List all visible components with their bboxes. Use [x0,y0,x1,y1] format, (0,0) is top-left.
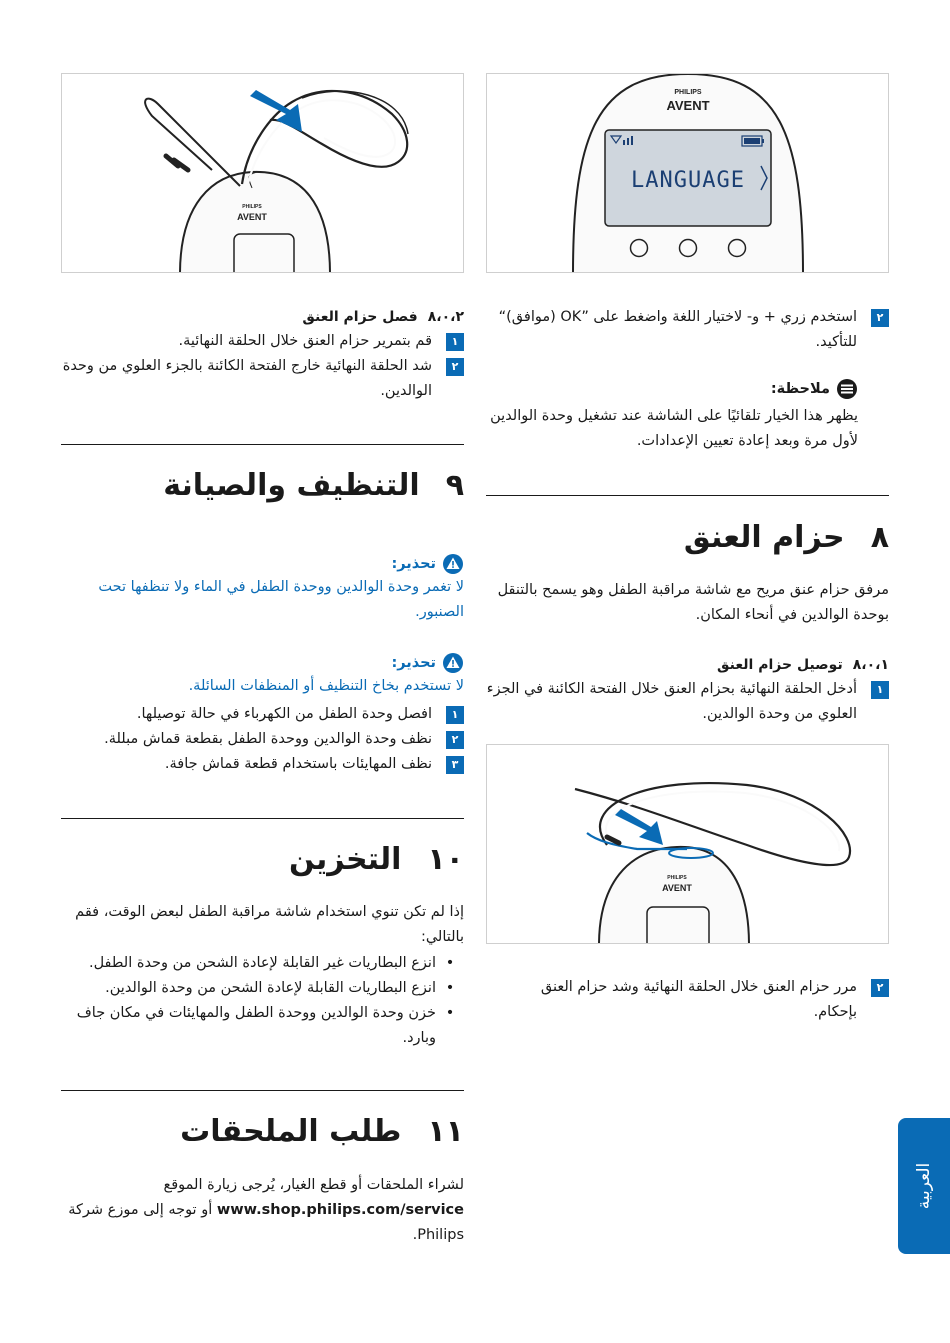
section-title: طلب الملحقات [180,1114,402,1149]
section-title: حزام العنق [683,520,845,555]
step-number: ٢ [871,979,889,997]
warning-icon [442,553,464,575]
brand-line2: AVENT [666,98,710,113]
step-number: ٢ [446,358,464,376]
warning-2 [61,652,464,699]
note-text: يظهر هذا الخيار تلقائيًا على الشاشة عند تشغيل وحدة الوالدين لأول مرة وبعد إعادة تعيين الإعدادات. [490,408,858,449]
divider [486,495,889,496]
bullet-text: خزن وحدة الوالدين ووحدة الطفل والمهايئات في مكان جاف وبارد. [76,1005,436,1046]
step-number: ١ [446,333,464,351]
svg-text:AVENT: AVENT [662,883,692,893]
attach-step-1 [486,677,889,727]
svg-text:PHILIPS: PHILIPS [242,204,262,210]
section-title: التخزين [289,842,402,877]
step-text: نظف المهايئات باستخدام قطعة قماش جافة. [164,756,432,772]
arrow-icon [250,90,302,132]
subsection-8-0-1 [486,655,889,675]
warning-icon [442,652,464,674]
section-10-intro: إذا لم تكن تنوي استخدام شاشة مراقبة الطفل لبعض الوقت، فقم بالتالي: [75,904,464,945]
subsection-8-0-2 [61,307,464,327]
step-number: ٢ [871,309,889,327]
figure-parent-unit-language [486,73,889,273]
step-text: افصل وحدة الطفل من الكهرباء في حالة توصيلها. [136,706,432,722]
section-8-heading [486,518,889,558]
bullet-text: انزع البطاريات القابلة لإعادة الشحن من وحدة الوالدين. [105,980,436,996]
step-number: ٣ [446,756,464,774]
subsection-number: ٨،٠،٢ [427,309,464,325]
list-item [61,752,464,777]
step-number: ٢ [446,731,464,749]
language-side-tab [898,1118,950,1254]
section-number: ٨ [870,520,889,555]
right-step-language [486,305,889,355]
section-number: ٩ [445,468,464,503]
list-item [61,329,464,354]
divider [61,444,464,445]
step-text: مرر حزام العنق خلال الحلقة النهائية وشد حزام العنق بإحكام. [540,979,857,1020]
language-tab-label: العربية [914,1162,934,1210]
accessories-text-after: أو توجه إلى موزع شركة Philips. [68,1202,464,1243]
step-number: ١ [446,706,464,724]
note-block [486,378,858,454]
list-item [61,727,464,752]
attach-step-2 [486,975,889,1025]
warning-text: لا تغمر وحدة الوالدين ووحدة الطفل في الماء ولا تنظفها تحت الصنبور. [98,579,464,620]
shop-link[interactable]: www.shop.philips.com/service [216,1202,464,1218]
warning-text: لا تستخدم بخاخ التنظيف أو المنظفات السائلة. [188,678,464,694]
section-11-text [61,1173,464,1248]
section-8-intro: مرفق حزام عنق مريح مع شاشة مراقبة الطفل وهو يسمح بالتنقل بوحدة الوالدين في أنحاء المكان. [497,582,889,623]
figure-strap-detach [61,73,464,273]
svg-text:AVENT: AVENT [237,212,267,222]
subsection-title: توصيل حزام العنق [717,657,843,673]
step-text: نظف وحدة الوالدين ووحدة الطفل بقطعة قماش مبللة. [104,731,432,747]
accessories-text-before: لشراء الملحقات أو قطع الغيار، يُرجى زيارة الموقع [163,1177,464,1193]
note-icon [836,378,858,400]
section-title: التنظيف والصيانة [163,468,420,503]
cleaning-steps [61,702,464,777]
divider [61,818,464,819]
brand-line1: PHILIPS [674,89,702,96]
section-11-heading [61,1112,464,1152]
list-item [61,702,464,727]
step-text: شد الحلقة النهائية خارج الفتحة الكائنة بالجزء العلوي من وحدة الوالدين. [62,358,432,399]
section-number: ١١ [427,1114,464,1149]
bullet-dot: • [445,980,455,996]
subsection-title: فصل حزام العنق [302,309,418,325]
bullet-dot: • [445,955,455,971]
step-text: أدخل الحلقة النهائية بحزام العنق خلال الفتحة الكائنة في الجزء العلوي من وحدة الوالدين. [486,681,857,722]
note-title: ملاحظة: [770,381,830,397]
section-9-heading [61,466,464,506]
list-item [61,1001,464,1051]
list-item [61,354,464,404]
step-text: قم بتمرير حزام العنق خلال الحلقة النهائية. [178,333,432,349]
bullet-dot: • [445,1005,455,1021]
warning-title: تحذير: [391,655,436,671]
storage-bullets [61,951,464,1051]
step-number: ١ [871,681,889,699]
screen-language-text: LANGUAGE [631,168,745,193]
list-item [61,976,464,1001]
warning-1 [61,553,464,625]
warning-title: تحذير: [391,556,436,572]
svg-text:PHILIPS: PHILIPS [667,875,687,881]
figure-strap-attach [486,744,889,944]
list-item [61,951,464,976]
section-number: ١٠ [427,842,464,877]
section-10-heading [61,840,464,880]
divider [61,1090,464,1091]
subsection-number: ٨،٠،١ [852,657,889,673]
bullet-text: انزع البطاريات غير القابلة لإعادة الشحن من وحدة الطفل. [88,955,436,971]
step-text: استخدم زري + و- لاختيار اللغة واضغط على ”OK (موافق)“ للتأكيد. [498,309,857,350]
detach-steps [61,329,464,404]
